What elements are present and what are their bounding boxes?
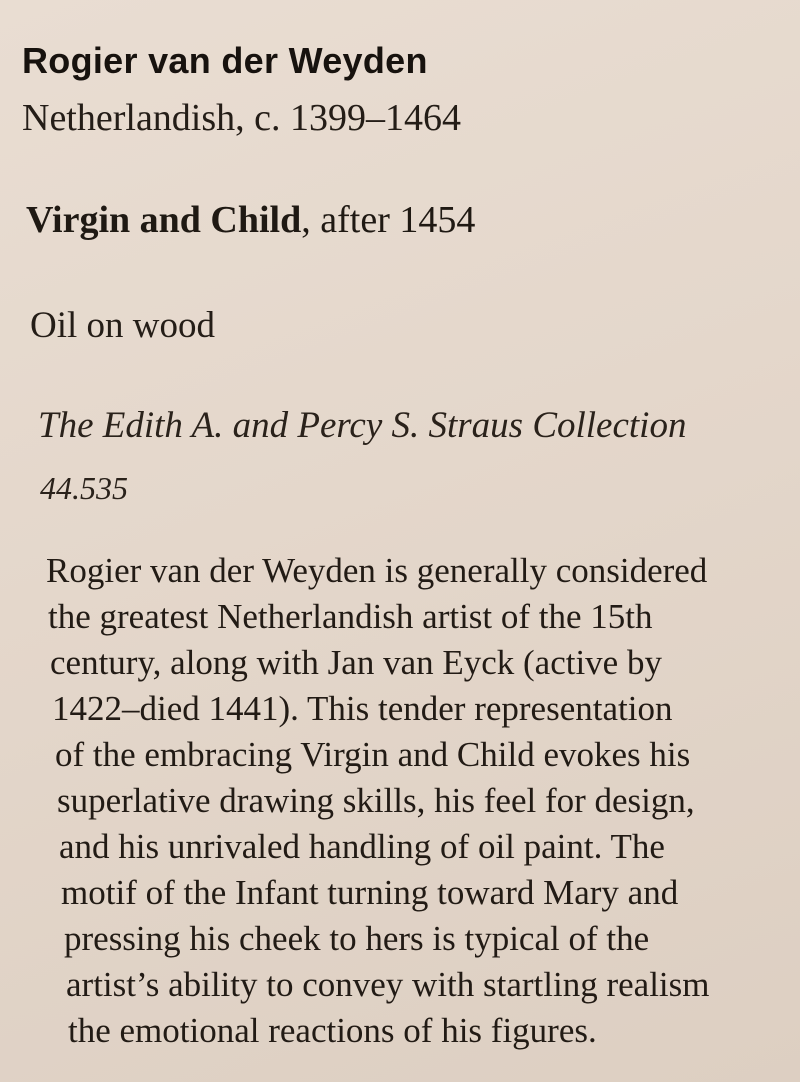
credit-line: The Edith A. and Percy S. Straus Collection bbox=[38, 405, 687, 446]
artist-name: Rogier van der Weyden bbox=[22, 40, 428, 81]
description-line: motif of the Infant turning toward Mary and bbox=[61, 873, 679, 912]
description-line: 1422–died 1441). This tender representation bbox=[52, 689, 673, 728]
description-line: the greatest Netherlandish artist of the 15th bbox=[48, 597, 653, 636]
work-medium: Oil on wood bbox=[30, 305, 215, 346]
description-line: the emotional reactions of his figures. bbox=[68, 1011, 597, 1050]
accession-number: 44.535 bbox=[40, 470, 128, 506]
description-text bbox=[46, 548, 786, 1054]
work-title-line bbox=[26, 198, 475, 242]
description-line: superlative drawing skills, his feel for design, bbox=[57, 781, 695, 820]
description-line: Rogier van der Weyden is generally considered bbox=[46, 551, 708, 590]
artist-nationality-dates: Netherlandish, c. 1399–1464 bbox=[22, 97, 462, 139]
description-line: and his unrivaled handling of oil paint. The bbox=[59, 827, 665, 866]
description-line: century, along with Jan van Eyck (active by bbox=[50, 643, 662, 682]
work-date: , after 1454 bbox=[301, 199, 476, 241]
work-title: Virgin and Child bbox=[26, 199, 302, 241]
description-line: pressing his cheek to hers is typical of the bbox=[64, 919, 650, 958]
description-line: of the embracing Virgin and Child evokes his bbox=[55, 735, 691, 774]
description-line: artist’s ability to convey with startling realism bbox=[66, 965, 710, 1004]
